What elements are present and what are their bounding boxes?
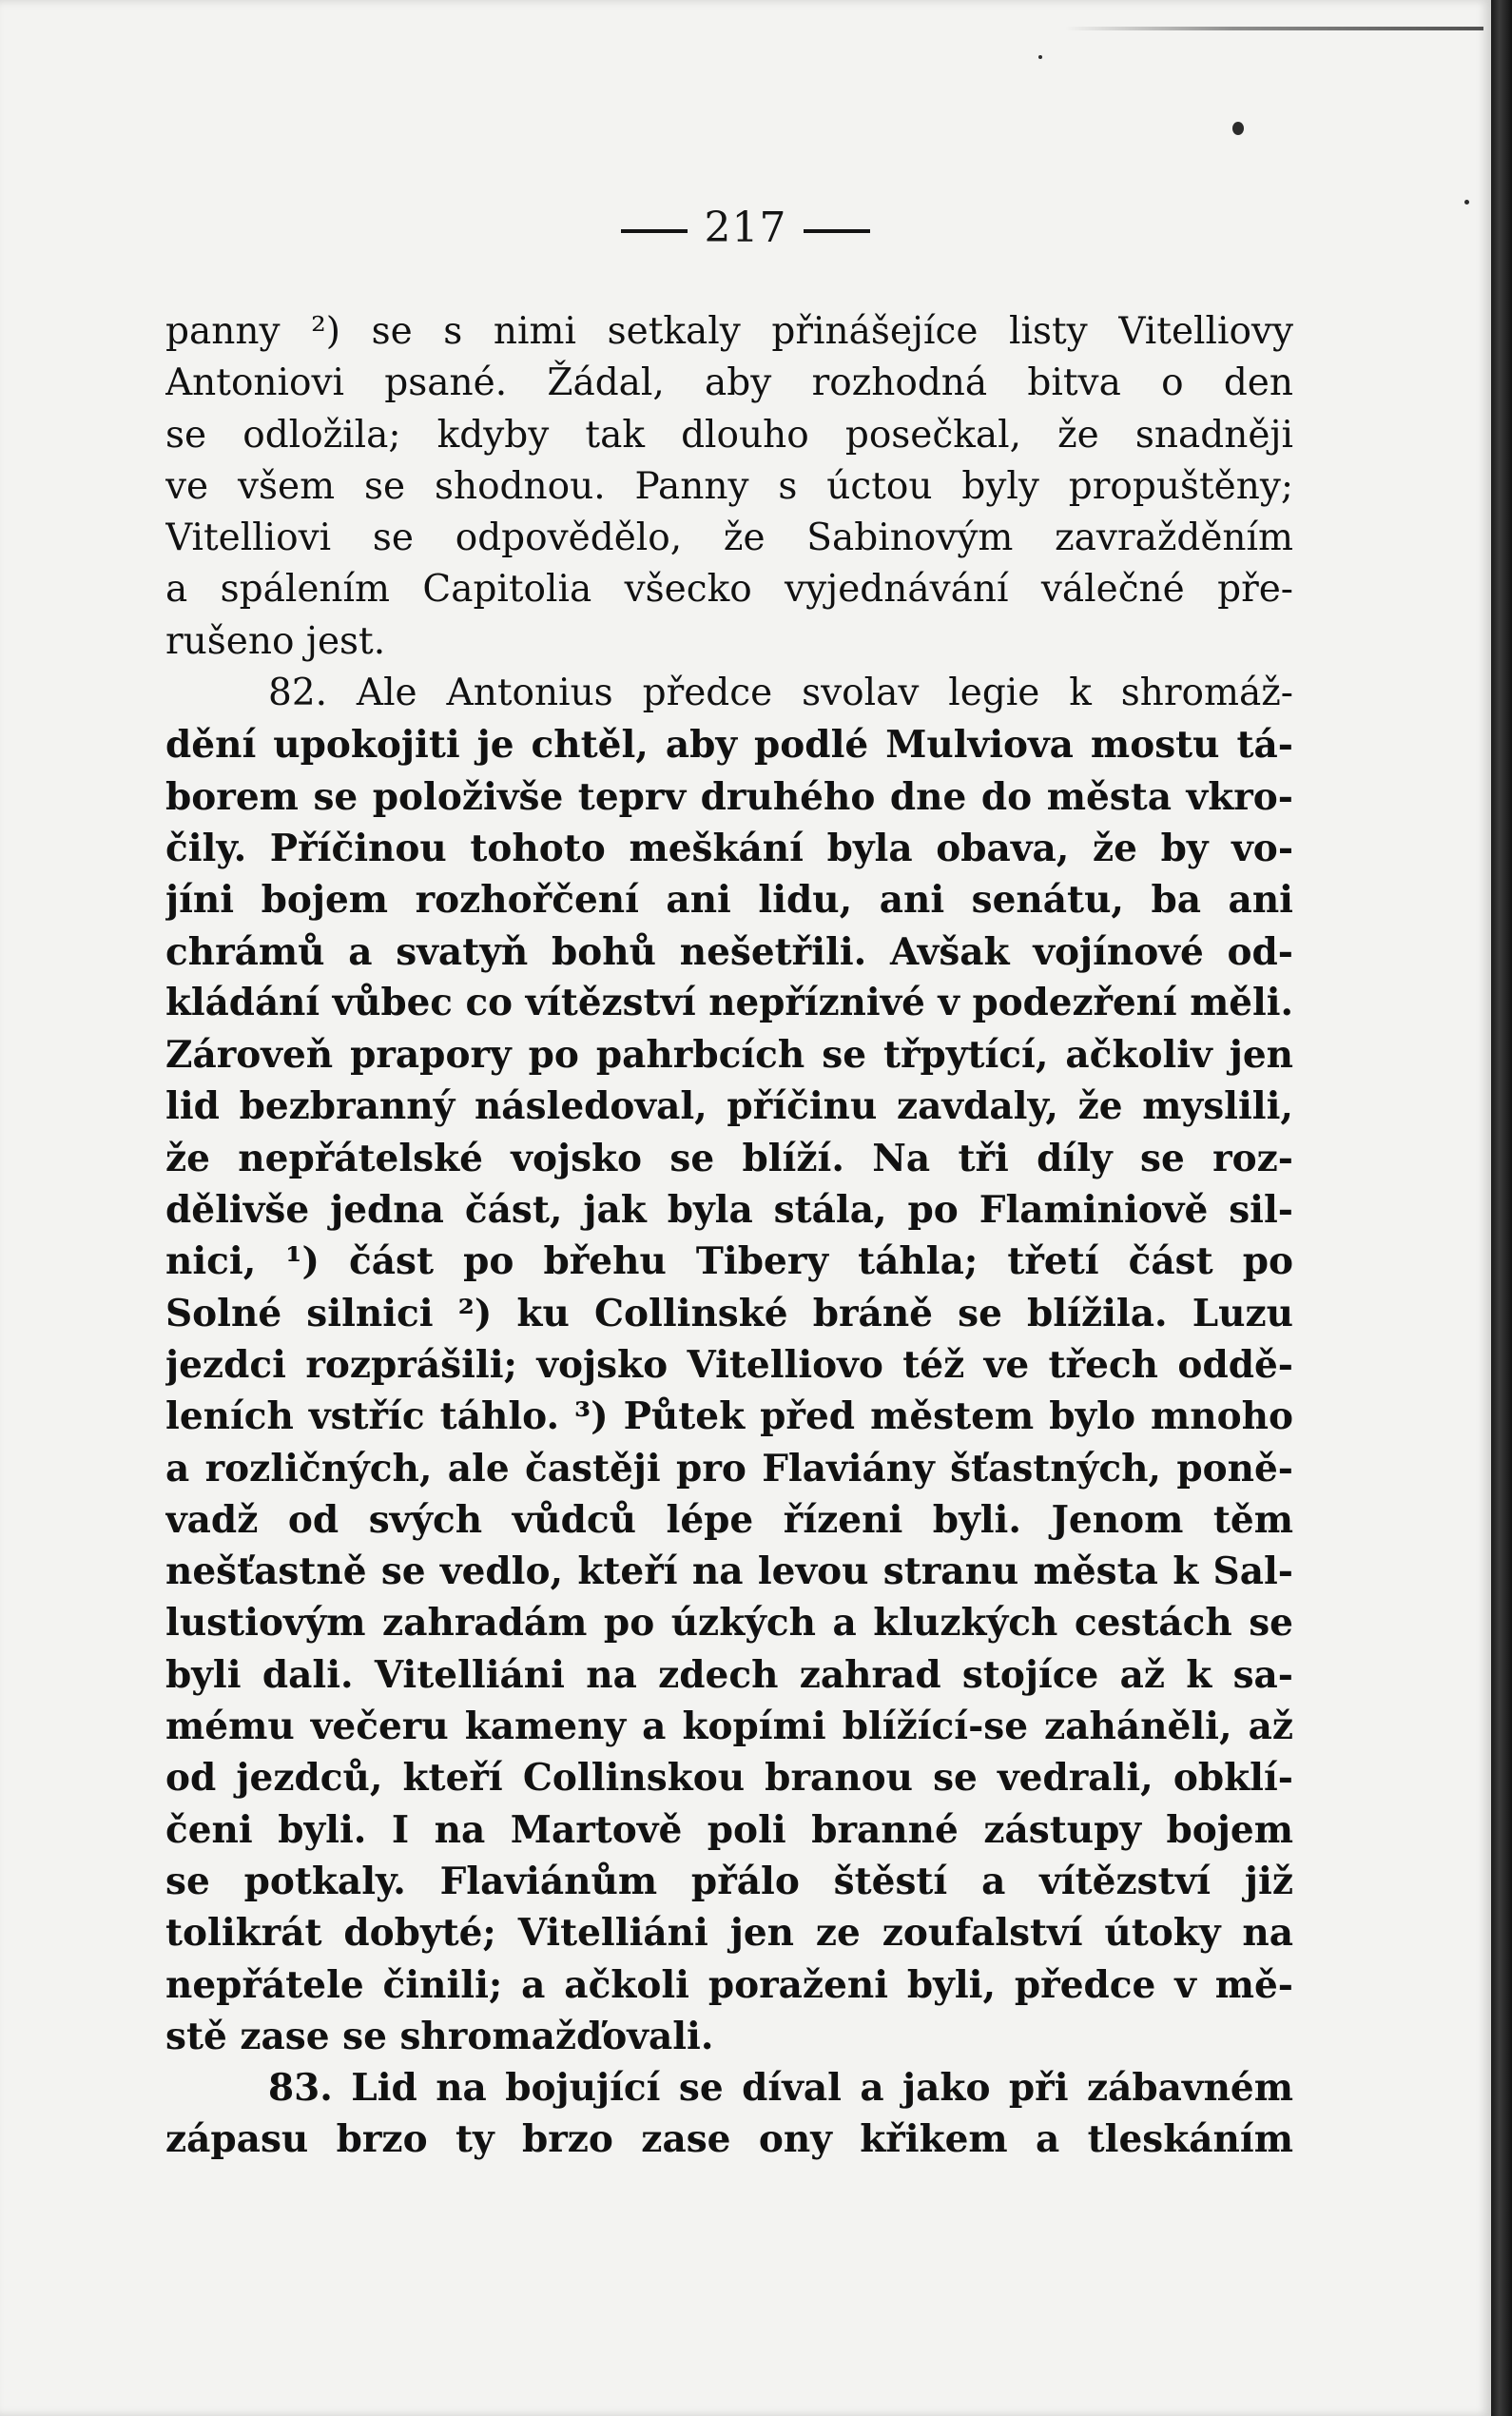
text-line: byli dali. Vitelliáni na zdech zahrad stojíce až k sa- xyxy=(165,1652,1293,1697)
page-number-text: 217 xyxy=(704,204,787,252)
text-line: Vitelliovi se odpovědělo, že Sabinovým zavražděním xyxy=(165,516,1293,560)
text-line: dělivše jedna část, jak byla stála, po Flaminiově sil- xyxy=(165,1188,1293,1233)
page-number-dash-right xyxy=(804,229,870,233)
text-line: lid bezbranný následoval, příčinu zavdaly, že myslili, xyxy=(165,1084,1293,1129)
text-line: kládání vůbec co vítězství nepříznivé v podezření měli. xyxy=(165,981,1293,1024)
text-line: čily. Příčinou tohoto meškání byla obava, že by vo- xyxy=(165,826,1293,870)
text-line: a spálením Capitolia všecko vyjednávání válečné pře- xyxy=(165,568,1293,612)
text-line: dění upokojiti je chtěl, aby podlé Mulviova mostu tá- xyxy=(165,723,1293,768)
text-line: nešťastně se vedlo, kteří na levou stranu města k Sal- xyxy=(165,1549,1293,1594)
body-text xyxy=(165,306,1293,2166)
text-line: se potkaly. Flaviánům přálo štěstí a vítězství již xyxy=(165,1859,1293,1903)
text-line: čeni byli. I na Martově poli branné zástupy bojem xyxy=(165,1807,1293,1852)
page-number-dash-left xyxy=(621,229,688,233)
text-line: že nepřátelské vojsko se blíží. Na tři díly se roz- xyxy=(165,1136,1293,1180)
page-number xyxy=(0,204,1491,252)
text-line: Zároveň prapory po pahrbcích se třpytící, ačkoliv jen xyxy=(165,1033,1293,1078)
text-line: zápasu brzo ty brzo zase ony křikem a tleskáním xyxy=(165,2117,1293,2162)
text-line: stě zase se shromažďovali. xyxy=(165,2014,714,2058)
text-line: nepřátele činili; a ačkoli poraženi byli, předce v mě- xyxy=(165,1962,1293,2007)
top-edge-rule xyxy=(1065,27,1483,30)
text-line: tolikrát dobyté; Vitelliáni jen ze zoufalství útoky na xyxy=(165,1911,1293,1956)
text-line: 83. Lid na bojující se díval a jako při zábavném xyxy=(268,2066,1293,2111)
text-line: jezdci rozprášili; vojsko Vitelliovo též ve třech oddě- xyxy=(165,1342,1293,1387)
text-line: se odložila; kdyby tak dlouho posečkal, že snadněji xyxy=(165,413,1293,457)
text-line: chrámů a svatyň bohů nešetřili. Avšak vojínové od- xyxy=(165,929,1293,974)
text-line: borem se položivše teprv druhého dne do města vkro- xyxy=(165,774,1293,819)
ink-speck xyxy=(1038,55,1042,59)
text-line: Solné silnici ²) ku Collinské bráně se blížila. Luzu xyxy=(165,1291,1293,1335)
text-line: lustiovým zahradám po úzkých a kluzkých cestách se xyxy=(165,1601,1293,1646)
text-line: ve všem se shodnou. Panny s úctou byly propuštěny; xyxy=(165,464,1293,508)
text-line: a rozličných, ale častěji pro Flaviány šťastných, poně- xyxy=(165,1446,1293,1491)
text-line: Antoniovi psané. Žádal, aby rozhodná bitva o den xyxy=(165,361,1293,405)
text-line: mému večeru kameny a kopími blížící-se zaháněli, až xyxy=(165,1705,1293,1749)
text-line: panny ²) se s nimi setkaly přinášejíce listy Vitelliovy xyxy=(165,310,1293,353)
ink-speck xyxy=(1232,122,1244,135)
text-line: rušeno jest. xyxy=(165,619,386,663)
page-edge-shadow xyxy=(1491,0,1512,2416)
text-line: od jezdců, kteří Collinskou branou se vedrali, obklí- xyxy=(165,1756,1293,1801)
text-line: 82. Ale Antonius předce svolav legie k shromáž- xyxy=(268,672,1293,715)
text-line: jíni bojem rozhořčení ani lidu, ani senátu, ba ani xyxy=(165,878,1293,923)
text-line: nici, ¹) část po břehu Tibery táhla; třetí část po xyxy=(165,1239,1293,1284)
text-line: vadž od svých vůdců lépe řízeni byli. Jenom těm xyxy=(165,1497,1293,1542)
text-line: leních vstříc táhlo. ³) Půtek před městem bylo mnoho xyxy=(165,1394,1293,1439)
